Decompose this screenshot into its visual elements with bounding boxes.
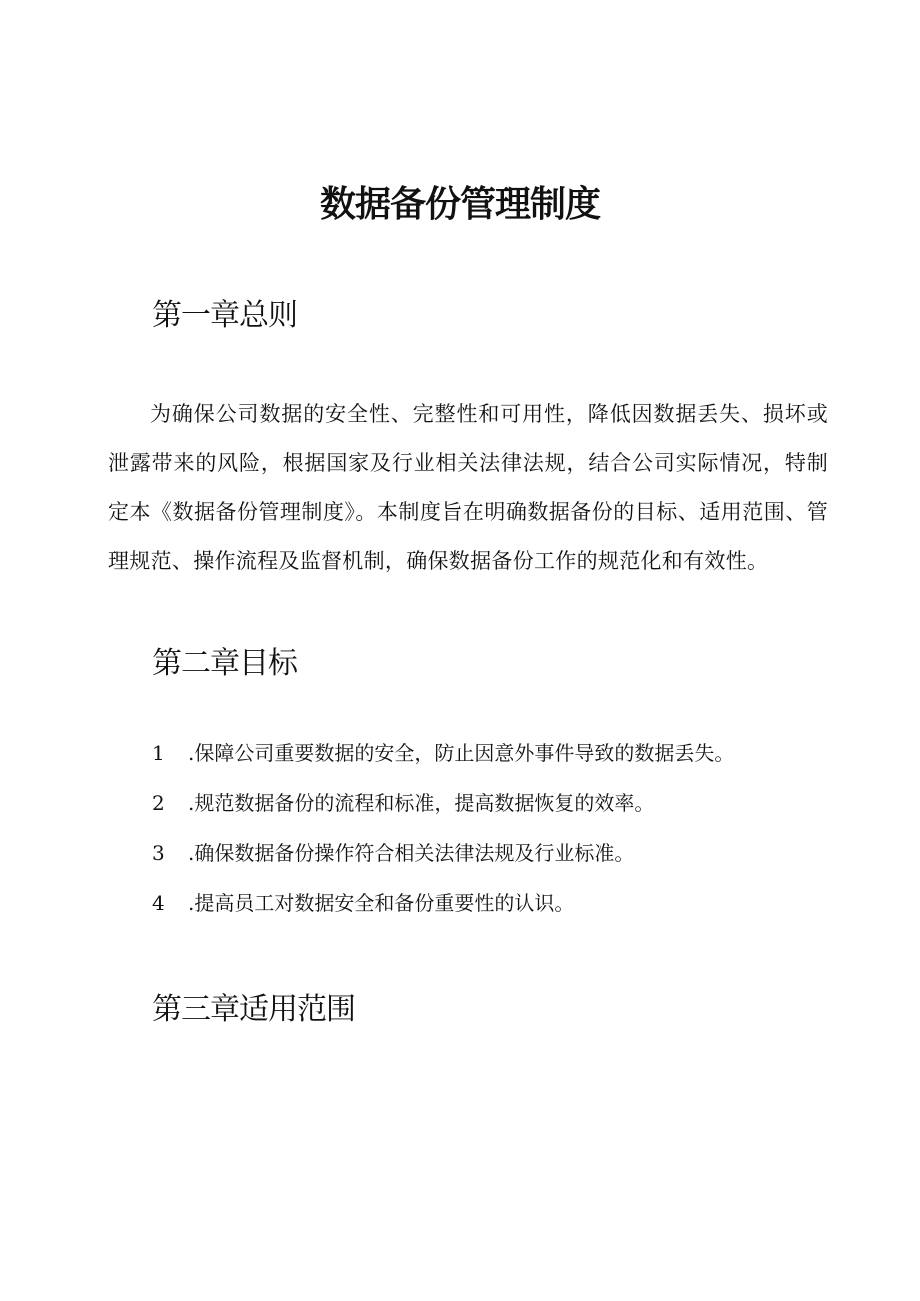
goal-number: 3: [152, 841, 165, 865]
goal-item: [152, 882, 852, 932]
chapter-2-heading: 第二章目标: [152, 646, 297, 681]
chapter-3-heading: 第三章适用范围: [152, 992, 355, 1027]
goal-number: 2: [152, 791, 165, 815]
goal-number: 4: [152, 891, 165, 915]
goal-item: [152, 832, 852, 882]
chapter-1-paragraph: 为确保公司数据的安全性、完整性和可用性，降低因数据丢失、损坏或泄露带来的风险，根据国家及行业相关法律法规，结合公司实际情况，特制定本《数据备份管理制度》。本制度旨在明确数据备份的目标、适用范围、管理规范、操作流程及监督机制，确保数据备份工作的规范化和有效性。: [108, 402, 828, 573]
goal-text: .规范数据备份的流程和标准，提高数据恢复的效率。: [188, 791, 655, 815]
goal-text: .提高员工对数据安全和备份重要性的认识。: [188, 891, 575, 915]
document-title: 数据备份管理制度: [319, 184, 600, 225]
goal-number: 1: [152, 741, 165, 765]
chapter-1-heading: 第一章总则: [152, 298, 297, 333]
goal-text: .保障公司重要数据的安全，防止因意外事件导致的数据丢失。: [188, 741, 735, 765]
goals-list: [152, 732, 852, 932]
goal-item: [152, 782, 852, 832]
goal-item: [152, 732, 852, 782]
goal-text: .确保数据备份操作符合相关法律法规及行业标准。: [188, 841, 635, 865]
